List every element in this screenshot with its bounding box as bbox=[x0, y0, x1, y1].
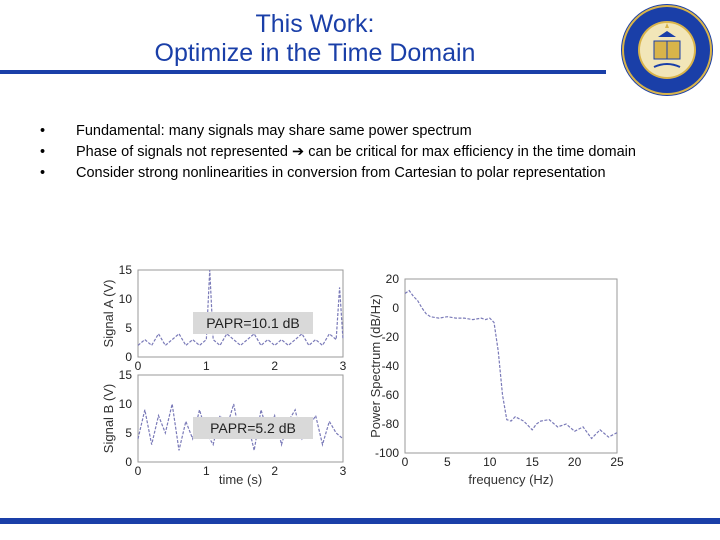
y-tick-label: 20 bbox=[385, 272, 399, 286]
y-tick-label: 0 bbox=[125, 455, 132, 469]
bullet-item: • Consider strong nonlinearities in conversion from Cartesian to polar representation bbox=[40, 165, 606, 181]
y-tick-label: 15 bbox=[118, 263, 132, 277]
x-tick-label: 5 bbox=[444, 455, 451, 469]
y-tick-label: 5 bbox=[125, 321, 132, 335]
x-tick-label: 2 bbox=[271, 359, 279, 373]
x-tick-label: 0 bbox=[134, 464, 142, 478]
papr-label: PAPR=5.2 dB bbox=[210, 420, 296, 436]
y-tick-label: -100 bbox=[374, 446, 399, 460]
y-tick-label: 0 bbox=[392, 301, 399, 315]
x-tick-label: 3 bbox=[339, 464, 347, 478]
slide-title-line2: Optimize in the Time Domain bbox=[154, 39, 476, 67]
university-seal-logo bbox=[618, 1, 716, 99]
title-underline bbox=[0, 70, 606, 74]
x-tick-label: 3 bbox=[339, 359, 347, 373]
x-tick-label: 1 bbox=[202, 359, 210, 373]
papr-label: PAPR=10.1 dB bbox=[206, 315, 300, 331]
x-tick-label: 20 bbox=[567, 455, 582, 469]
arrow-icon: ➔ bbox=[292, 144, 305, 160]
x-tick-label: 0 bbox=[401, 455, 409, 469]
y-tick-label: -20 bbox=[381, 330, 399, 344]
y-tick-label: -80 bbox=[381, 417, 399, 431]
slide-title bbox=[0, 10, 630, 68]
x-tick-label: 1 bbox=[202, 464, 210, 478]
x-axis-label: frequency (Hz) bbox=[468, 472, 554, 487]
bullet-list bbox=[40, 121, 670, 184]
x-tick-label: 15 bbox=[525, 455, 539, 469]
y-tick-label: -60 bbox=[381, 388, 399, 402]
x-tick-label: 10 bbox=[483, 455, 497, 469]
bullet-text: Fundamental: many signals may share same power spectrum bbox=[76, 123, 472, 139]
y-tick-label: 10 bbox=[118, 397, 132, 411]
bullet-text-cont: can be critical for max efficiency in the time domain bbox=[304, 144, 636, 160]
y-axis-label: Signal A (V) bbox=[101, 279, 116, 348]
bullet-item: • Fundamental: many signals may share same power spectrum bbox=[40, 123, 472, 139]
y-tick-label: 10 bbox=[118, 292, 132, 306]
bullet-text: Consider strong nonlinearities in conversion from Cartesian to polar representation bbox=[76, 165, 606, 181]
y-axis-label: Power Spectrum (dB/Hz) bbox=[368, 294, 383, 438]
x-tick-label: 2 bbox=[271, 464, 279, 478]
bottom-rule bbox=[0, 518, 720, 524]
bullet-item: • Phase of signals not represented ➔ can be critical for max efficiency in the time domain bbox=[40, 144, 636, 160]
y-axis-label: Signal B (V) bbox=[101, 383, 116, 454]
x-tick-label: 0 bbox=[134, 359, 142, 373]
y-tick-label: -40 bbox=[381, 359, 399, 373]
y-tick-label: 15 bbox=[118, 368, 132, 382]
y-tick-label: 0 bbox=[125, 350, 132, 364]
x-tick-label: 25 bbox=[610, 455, 624, 469]
y-tick-label: 5 bbox=[125, 426, 132, 440]
slide-title-line1: This Work: bbox=[255, 10, 375, 38]
x-axis-label: time (s) bbox=[218, 472, 263, 487]
bullet-text: Phase of signals not represented bbox=[76, 144, 293, 160]
signal-figure bbox=[95, 262, 625, 492]
